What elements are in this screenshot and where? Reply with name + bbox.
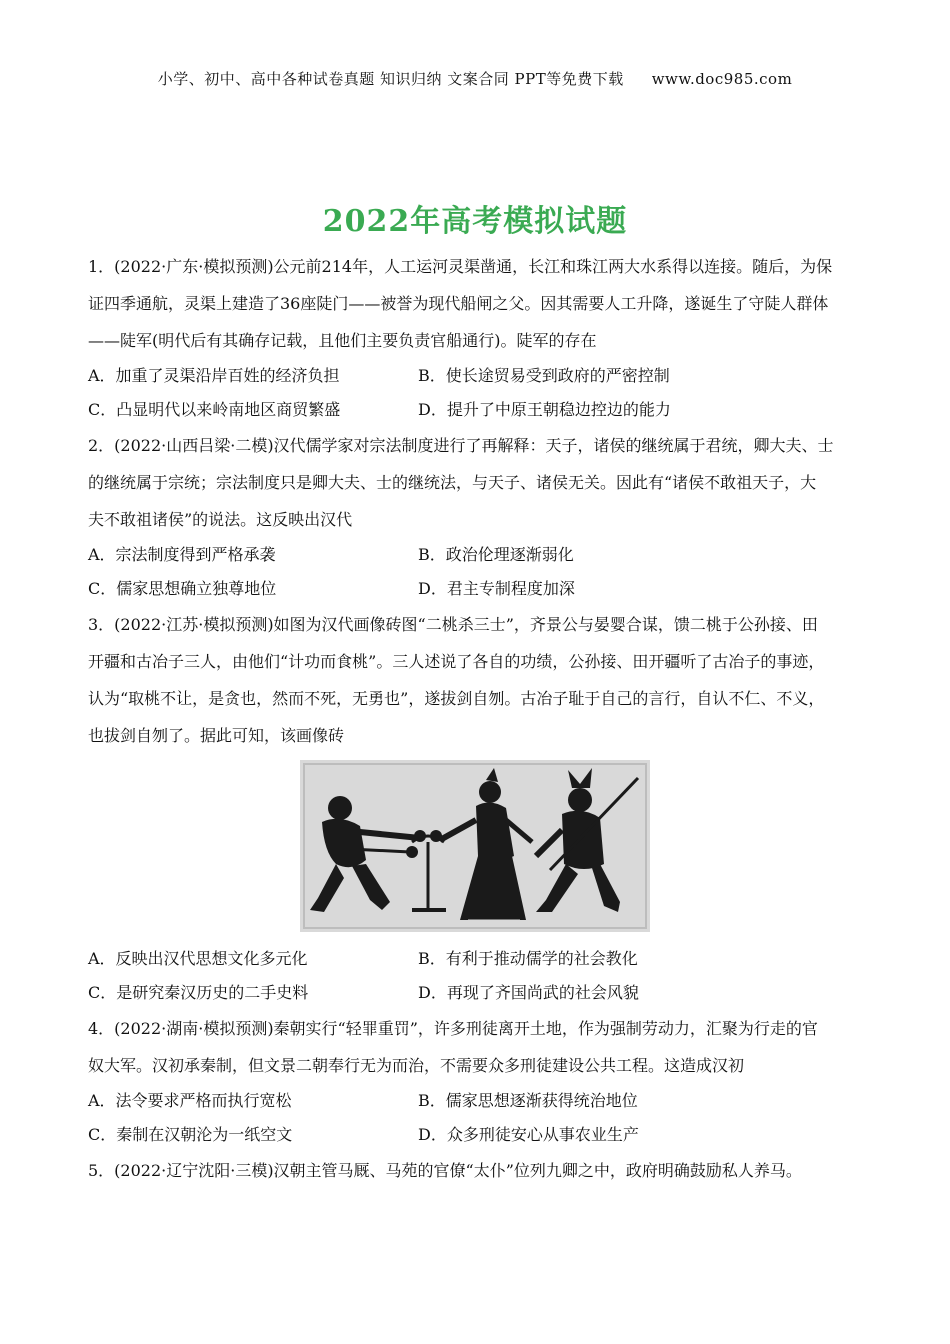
question-list [88, 248, 873, 1189]
header-text: 小学、初中、高中各种试卷真题 知识归纳 文案合同 PPT等免费下载 [157, 70, 624, 88]
option-b: B．有利于推动儒学的社会教化 [418, 949, 638, 968]
option-row [88, 359, 873, 393]
question-text-line: 1．(2022·广东·模拟预测)公元前214年，人工运河灵渠凿通，长江和珠江两大水系得以连接。随后，为保 [88, 257, 833, 276]
option-b: B．政治伦理逐渐弱化 [418, 545, 574, 564]
header-url[interactable]: www.doc985.com [651, 70, 793, 88]
question-text-line: 夫不敢祖诸侯”的说法。这反映出汉代 [88, 510, 353, 529]
option-d: D．提升了中原王朝稳边控边的能力 [418, 400, 671, 419]
option-row [88, 942, 873, 976]
rubbing-illustration [300, 760, 650, 932]
question-1 [88, 248, 873, 427]
option-d: D．再现了齐国尚武的社会风貌 [418, 983, 639, 1002]
option-row [88, 1084, 873, 1118]
option-row [88, 538, 873, 572]
question-text-line: 证四季通航，灵渠上建造了36座陡门——被誉为现代船闸之父。因其需要人工升降，遂诞生了守陡人群体 [88, 294, 829, 313]
question-2 [88, 427, 873, 606]
question-text-line: 5．(2022·辽宁沈阳·三模)汉朝主管马厩、马苑的官僚“太仆”位列九卿之中，政府明确鼓励私人养马。 [88, 1161, 802, 1180]
option-c: C．秦制在汉朝沦为一纸空文 [88, 1125, 293, 1144]
page-header [0, 68, 950, 89]
han-brick-rubbing-image [300, 760, 650, 932]
question-text-line: 4．(2022·湖南·模拟预测)秦朝实行“轻罪重罚”，许多刑徒离开土地，作为强制劳动力，汇聚为行走的官 [88, 1019, 818, 1038]
option-row [88, 393, 873, 427]
option-d: D．众多刑徒安心从事农业生产 [418, 1125, 639, 1144]
option-b: B．儒家思想逐渐获得统治地位 [418, 1091, 638, 1110]
question-text-line: 认为“取桃不让，是贪也，然而不死，无勇也”，遂拔剑自刎。古冶子耻于自己的言行，自认不仁、不义， [88, 689, 825, 708]
question-text-line: 的继统属于宗统；宗法制度只是卿大夫、士的继统法，与天子、诸侯无关。因此有“诸侯不敢祖天子，大 [88, 473, 817, 492]
option-c: C．是研究秦汉历史的二手史料 [88, 983, 309, 1002]
document-title: 2022年高考模拟试题 [322, 204, 628, 239]
option-a: A．法令要求严格而执行宽松 [88, 1091, 292, 1110]
option-a: A．加重了灵渠沿岸百姓的经济负担 [88, 366, 340, 385]
option-row [88, 572, 873, 606]
question-text-line: 2．(2022·山西吕梁·二模)汉代儒学家对宗法制度进行了再解释：天子，诸侯的继统属于君统，卿大夫、士 [88, 436, 834, 455]
question-3 [88, 606, 873, 1010]
question-text-line: 奴大军。汉初承秦制，但文景二朝奉行无为而治，不需要众多刑徒建设公共工程。这造成汉初 [88, 1056, 745, 1075]
option-row [88, 976, 873, 1010]
question-text-line: 开疆和古冶子三人，由他们“计功而食桃”。三人述说了各自的功绩，公孙接、田开疆听了古冶子的事迹， [88, 652, 825, 671]
question-text-line: 3．(2022·江苏·模拟预测)如图为汉代画像砖图“二桃杀三士”，齐景公与晏婴合谋，馈二桃于公孙接、田 [88, 615, 818, 634]
option-row [88, 1118, 873, 1152]
question-5 [88, 1152, 873, 1189]
option-b: B．使长途贸易受到政府的严密控制 [418, 366, 670, 385]
option-c: C．凸显明代以来岭南地区商贸繁盛 [88, 400, 341, 419]
option-c: C．儒家思想确立独尊地位 [88, 579, 277, 598]
question-text-line: 也拔剑自刎了。据此可知，该画像砖 [88, 726, 345, 745]
option-d: D．君主专制程度加深 [418, 579, 575, 598]
option-a: A．反映出汉代思想文化多元化 [88, 949, 308, 968]
question-4 [88, 1010, 873, 1152]
option-a: A．宗法制度得到严格承袭 [88, 545, 276, 564]
question-text-line: ——陡军(明代后有其确存记载，且他们主要负责官船通行)。陡军的存在 [88, 331, 597, 350]
